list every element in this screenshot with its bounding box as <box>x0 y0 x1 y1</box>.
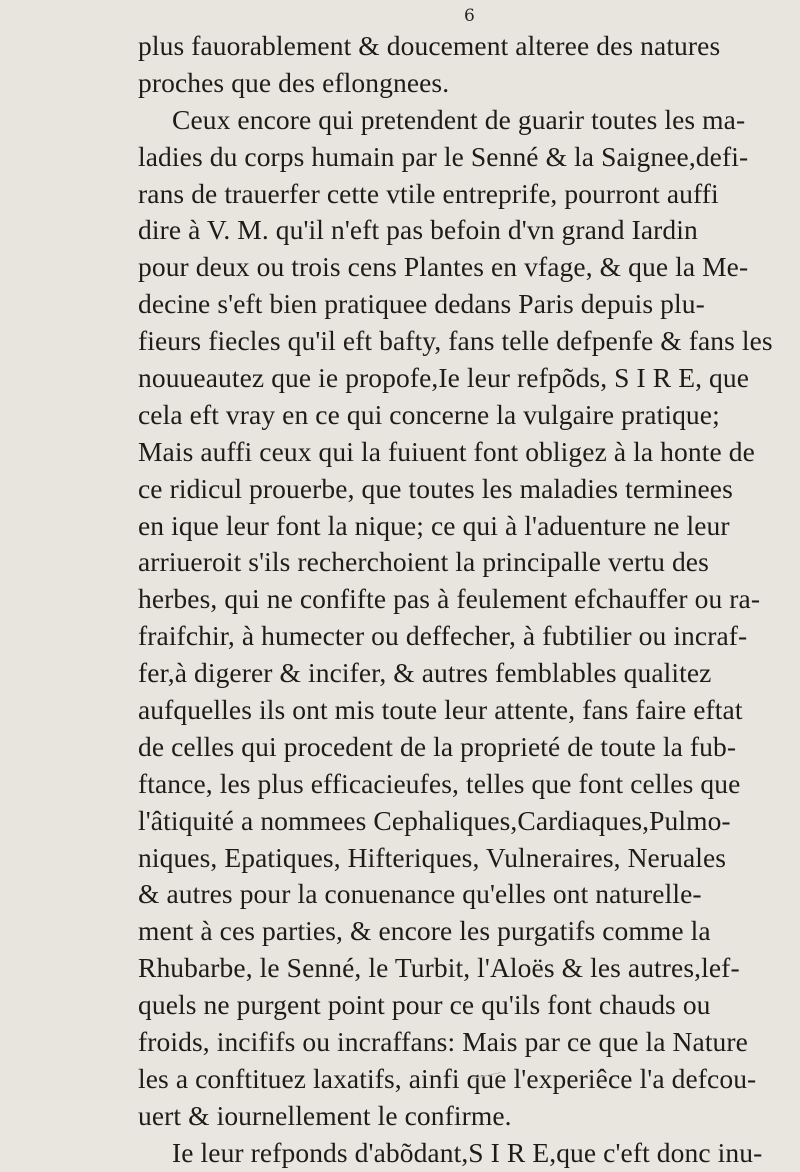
text-line: & autres pour la conuenance qu'elles ont naturelle- <box>138 878 702 910</box>
text-line: froids, incififs ou incraffans: Mais par ce que la Nature <box>138 1026 748 1058</box>
text-line: niques, Epatiques, Hifteriques, Vulneraires, Neruales <box>138 841 727 873</box>
text-line: nouueautez que ie propofe,Ie leur refpõds, S I R E, que <box>138 362 750 394</box>
text-line: decine s'eft bien pratiquee dedans Paris depuis plu- <box>138 288 705 320</box>
body-text <box>138 28 772 1172</box>
text-line: ftance, les plus efficacieufes, telles que font celles que <box>138 767 741 799</box>
text-line: aufquelles ils ont mis toute leur attente, fans faire eftat <box>138 694 743 726</box>
page-number: 6 <box>464 6 475 26</box>
text-line: en ique leur font la nique; ce qui à l'aduenture ne leur <box>138 509 730 541</box>
text-line: quels ne purgent point pour ce qu'ils font chauds ou <box>138 989 711 1021</box>
text-line: cela eft vray en ce qui concerne la vulgaire pratique; <box>138 398 720 430</box>
text-line: Ceux encore qui pretendent de guarir toutes les ma- <box>172 103 746 135</box>
text-line: ce ridicul prouerbe, que toutes les maladies terminees <box>138 472 733 504</box>
text-line: pour deux ou trois cens Plantes en vfage, & que la Me- <box>138 251 749 283</box>
text-line: proches que des eflongnees. <box>138 66 450 98</box>
text-line: Mais auffi ceux qui la fuiuent font obligez à la honte de <box>138 435 755 467</box>
text-line: fraifchir, à humecter ou deffecher, à fubtilier ou incraf- <box>138 620 748 652</box>
text-line: Rhubarbe, le Senné, le Turbit, l'Aloës & les autres,lef- <box>138 952 740 984</box>
text-line: fer,à digerer & incifer, & autres femblables qualitez <box>138 657 712 689</box>
text-line: Ie leur refponds d'abõdant,S I R E,que c'eft donc inu- <box>172 1136 763 1168</box>
text-line: herbes, qui ne confifte pas à feulement efchauffer ou ra- <box>138 583 761 615</box>
text-line: arriueroit s'ils recherchoient la principalle vertu des <box>138 546 709 578</box>
text-line: dire à V. M. qu'il n'eft pas befoin d'vn grand Iardin <box>138 214 698 246</box>
text-line: les a conftituez laxatifs, ainfi que l'experiêce l'a defcou- <box>138 1062 757 1094</box>
text-line: de celles qui procedent de la proprieté de toute la fub- <box>138 730 737 762</box>
text-line: plus fauorablement & doucement alteree des natures <box>138 30 721 61</box>
text-line: ladies du corps humain par le Senné & la Saignee,defi- <box>138 140 749 172</box>
text-line: l'âtiquité a nommees Cephaliques,Cardiaques,Pulmo- <box>138 804 731 836</box>
text-line: uert & iournellement le confirme. <box>138 1099 512 1131</box>
text-line: fieurs fiecles qu'il eft bafty, fans telle defpenfe & fans les <box>138 325 773 357</box>
text-line: ment à ces parties, & encore les purgatifs comme la <box>138 915 711 947</box>
text-line: rans de trauerfer cette vtile entreprife, pourront auffi <box>138 177 719 209</box>
